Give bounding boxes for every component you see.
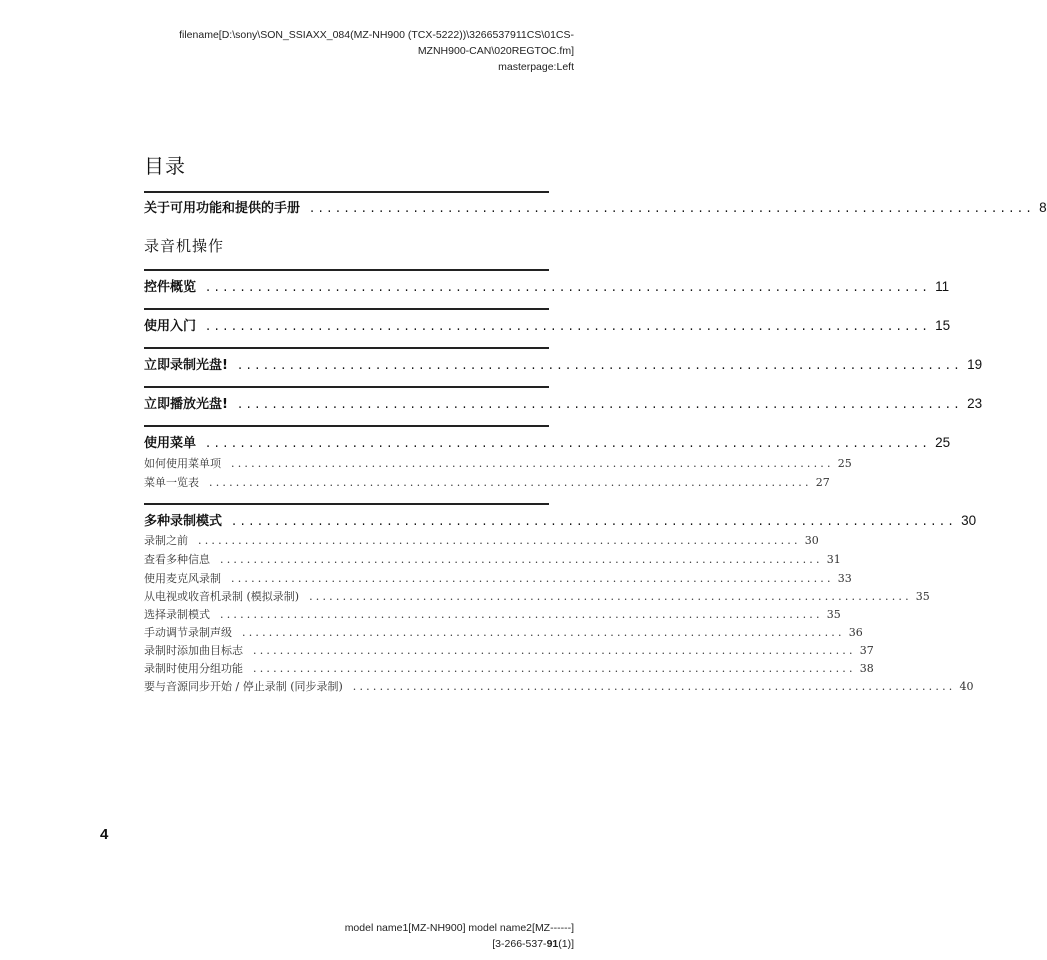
toc-subentry-label: 菜单一览表 [144,476,199,489]
dot-leader: .......................................................................................... [352,680,956,693]
dot-leader: .................................................................................... [310,201,1036,216]
toc-subentry-page: 35 [826,608,841,621]
dot-leader: .................................................................................... [206,319,932,334]
page-title: 目录 [144,154,186,178]
toc-subentry-label: 录制之前 [144,534,188,547]
divider-rule [144,308,549,310]
section-heading: 录音机操作 [144,237,225,255]
toc-subentry[interactable] [144,570,852,586]
toc-entry-label: 多种录制模式 [144,514,223,529]
toc-entry-page: 30 [961,513,977,528]
toc-subentry-label: 录制时添加曲目标志 [144,644,243,657]
toc-subentry[interactable] [144,678,974,694]
toc-subentry[interactable] [144,642,874,658]
file-header [94,27,574,75]
toc-entry-label: 控件概览 [144,280,197,295]
toc-subentry[interactable] [144,551,841,567]
toc-subentry-label: 选择录制模式 [144,608,210,621]
divider-rule [144,503,549,505]
page-number: 4 [100,826,109,843]
model-footer [94,920,574,952]
toc-subentry-label: 手动调节录制声级 [144,626,232,639]
toc-entry-label: 使用菜单 [144,436,197,451]
toc-entry-label: 使用入门 [144,319,197,334]
dot-leader: .................................................................................... [237,358,964,373]
toc-subentry-page: 38 [859,662,874,675]
toc-entry-page: 8 [1039,200,1047,215]
toc-subentry-page: 36 [848,626,863,639]
footer-part-number [94,936,574,952]
dot-leader: .......................................................................................... [309,590,912,603]
toc-entry-intro[interactable] [144,197,1047,216]
toc-entry-page: 25 [935,435,951,450]
dot-leader: .......................................................................................... [209,476,812,489]
footer-model-names: model name1[MZ-NH900] model name2[MZ------] [344,922,574,934]
dot-leader: .......................................................................................... [198,534,801,547]
divider-rule [144,386,549,388]
toc-subentry[interactable] [144,624,863,640]
toc-subentry-label: 如何使用菜单项 [144,457,221,470]
toc-entry-page: 15 [935,318,951,333]
toc-subentry[interactable] [144,606,841,622]
divider-rule [144,347,549,349]
divider-rule [144,269,549,271]
dot-leader: .................................................................................... [232,514,958,529]
toc-subentry[interactable] [144,588,930,604]
toc-subentry[interactable] [144,455,852,471]
dot-leader: .......................................................................................... [231,457,834,470]
dot-leader: .................................................................................... [206,280,932,295]
toc-subentry-label: 查看多种信息 [144,553,210,566]
toc-subentry-label: 要与音源同步开始 / 停止录制 (同步录制) [144,680,343,693]
toc-entry[interactable] [144,354,983,373]
dot-leader: .......................................................................................... [220,608,823,621]
toc-entry-page: 11 [935,279,950,294]
dot-leader: .......................................................................................... [253,662,856,675]
toc-entry-label: 立即播放光盘! [144,397,228,412]
dot-leader: .......................................................................................... [242,626,845,639]
divider-rule [144,191,549,193]
toc-subentry[interactable] [144,532,819,548]
dot-leader: .......................................................................................... [220,553,823,566]
toc-subentry-page: 33 [837,572,852,585]
toc-subentry-page: 27 [815,476,830,489]
dot-leader: .......................................................................................... [253,644,856,657]
toc-entry-page: 23 [967,396,983,411]
footer-part-bold: 91 [546,938,559,950]
toc-entry[interactable] [144,432,951,451]
toc-subentry-label: 使用麦克风录制 [144,572,221,585]
dot-leader: .......................................................................................... [231,572,834,585]
toc-entry-label: 立即录制光盘! [144,358,228,373]
toc-subentry[interactable] [144,660,874,676]
toc-subentry-page: 31 [826,553,841,566]
dot-leader: .................................................................................... [206,436,932,451]
header-masterpage: masterpage:Left [498,61,574,73]
toc-subentry-page: 30 [804,534,819,547]
toc-subentry-page: 40 [959,680,974,693]
header-filename-line1: filename[D:\sony\SON_SSIAXX_084(MZ-NH900 (TCX-5222))\3266537911CS\01CS- [179,29,574,41]
toc-subentry-label: 录制时使用分组功能 [144,662,243,675]
header-filename-line2: MZNH900-CAN\020REGTOC.fm] [417,45,574,57]
toc-subentry-page: 35 [915,590,930,603]
toc-entry[interactable] [144,315,951,334]
toc-entry-page: 19 [967,357,983,372]
toc-entry[interactable] [144,393,983,412]
toc-entry-label: 关于可用功能和提供的手册 [144,201,301,216]
toc-subentry-label: 从电视或收音机录制 (模拟录制) [144,590,300,603]
divider-rule [144,425,549,427]
toc-subentry-page: 37 [859,644,874,657]
footer-part-prefix: [3-266-537- [492,938,547,950]
dot-leader: .................................................................................... [237,397,964,412]
footer-part-suffix: (1)] [558,938,574,950]
toc-subentry-page: 25 [837,457,852,470]
toc-entry[interactable] [144,276,950,295]
toc-entry[interactable] [144,510,977,529]
toc-subentry[interactable] [144,474,830,490]
